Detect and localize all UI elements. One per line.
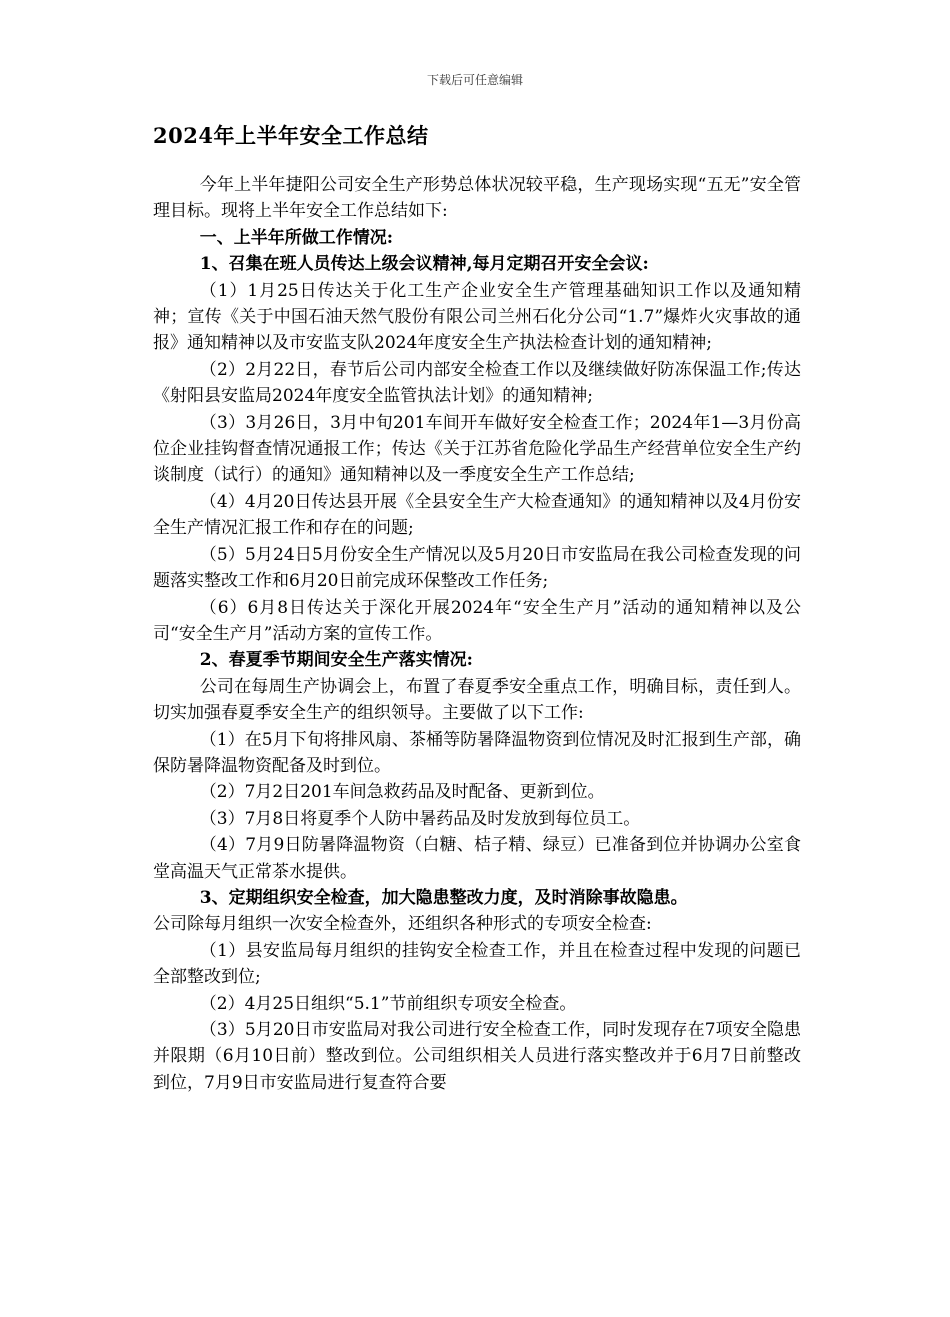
intro-paragraph: 今年上半年捷阳公司安全生产形势总体状况较平稳，生产现场实现“五无”安全管理目标。现将上半年安全工作总结如下:	[153, 175, 801, 222]
list-item: （3）7月8日将夏季个人防中暑药品及时发放到每位员工。	[199, 808, 641, 829]
list-item: （1）在5月下旬将排风扇、茶桶等防暑降温物资到位情况及时汇报到生产部，确保防暑降温物资配备及时到位。	[153, 729, 801, 776]
list-item: （2）2月22日，春节后公司内部安全检查工作以及继续做好防冻保温工作;传达《射阳县安监局2024年度安全监管执法计划》的通知精神;	[153, 359, 801, 407]
list-item: （1）1月25日传达关于化工生产企业安全生产管理基础知识工作以及通知精神；宣传《关于中国石油天然气股份有限公司兰州石化分公司“1.7”爆炸火灾事故的通报》通知精神以及市安监支队2024年度安全生产执法检查计划的通知精神;	[153, 280, 801, 354]
list-item: （1）县安监局每月组织的挂钩安全检查工作，并且在检查过程中发现的问题已全部整改到位;	[153, 940, 801, 988]
list-item: （2）4月25日组织“5.1”节前组织专项安全检查。	[199, 993, 577, 1014]
list-item: （4）7月9日防暑降温物资（白糖、桔子精、绿豆）已准备到位并协调办公室食堂高温天气正常茶水提供。	[153, 835, 801, 882]
subsection-heading: 3、定期组织安全检查，加大隐患整改力度，及时消除事故隐患。	[199, 887, 688, 908]
list-item: （6）6月8日传达关于深化开展2024年“安全生产月”活动的通知精神以及公司“安全生产月”活动方案的宣传工作。	[153, 597, 801, 644]
subsection-intro: 公司在每周生产协调会上，布置了春夏季安全重点工作，明确目标，责任到人。切实加强春夏季安全生产的组织领导。主要做了以下工作:	[153, 676, 801, 724]
list-item: （3）3月26日，3月中旬201车间开车做好安全检查工作；2024年1—3月份高位企业挂钩督查情况通报工作；传达《关于江苏省危险化学品生产经营单位安全生产约谈制度（试行）的通知》通知精神以及一季度安全生产工作总结;	[153, 412, 801, 486]
subsection-heading: 1、召集在班人员传达上级会议精神,每月定期召开安全会议:	[199, 254, 649, 275]
section-heading: 一、上半年所做工作情况:	[199, 227, 394, 248]
header-note: 下载后可任意编辑	[426, 73, 523, 87]
document-title: 2024年上半年安全工作总结	[153, 123, 429, 148]
subsection-intro: 公司除每月组织一次安全检查外，还组织各种形式的专项安全检查:	[153, 914, 652, 935]
list-item: （2）7月2日201车间急救药品及时配备、更新到位。	[199, 782, 605, 803]
list-item: （3）5月20日市安监局对我公司进行安全检查工作，同时发现存在7项安全隐患并限期（6月10日前）整改到位。公司组织相关人员进行落实整改并于6月7日前整改到位，7月9日市安监局进行复查符合要	[153, 1020, 801, 1093]
list-item: （5）5月24日5月份安全生产情况以及5月20日市安监局在我公司检查发现的问题落实整改工作和6月20日前完成环保整改工作任务;	[153, 544, 801, 592]
list-item: （4）4月20日传达县开展《全县安全生产大检查通知》的通知精神以及4月份安全生产情况汇报工作和存在的问题;	[153, 491, 801, 539]
subsection-heading: 2、春夏季节期间安全生产落实情况:	[199, 650, 473, 671]
document-body	[153, 172, 801, 1096]
